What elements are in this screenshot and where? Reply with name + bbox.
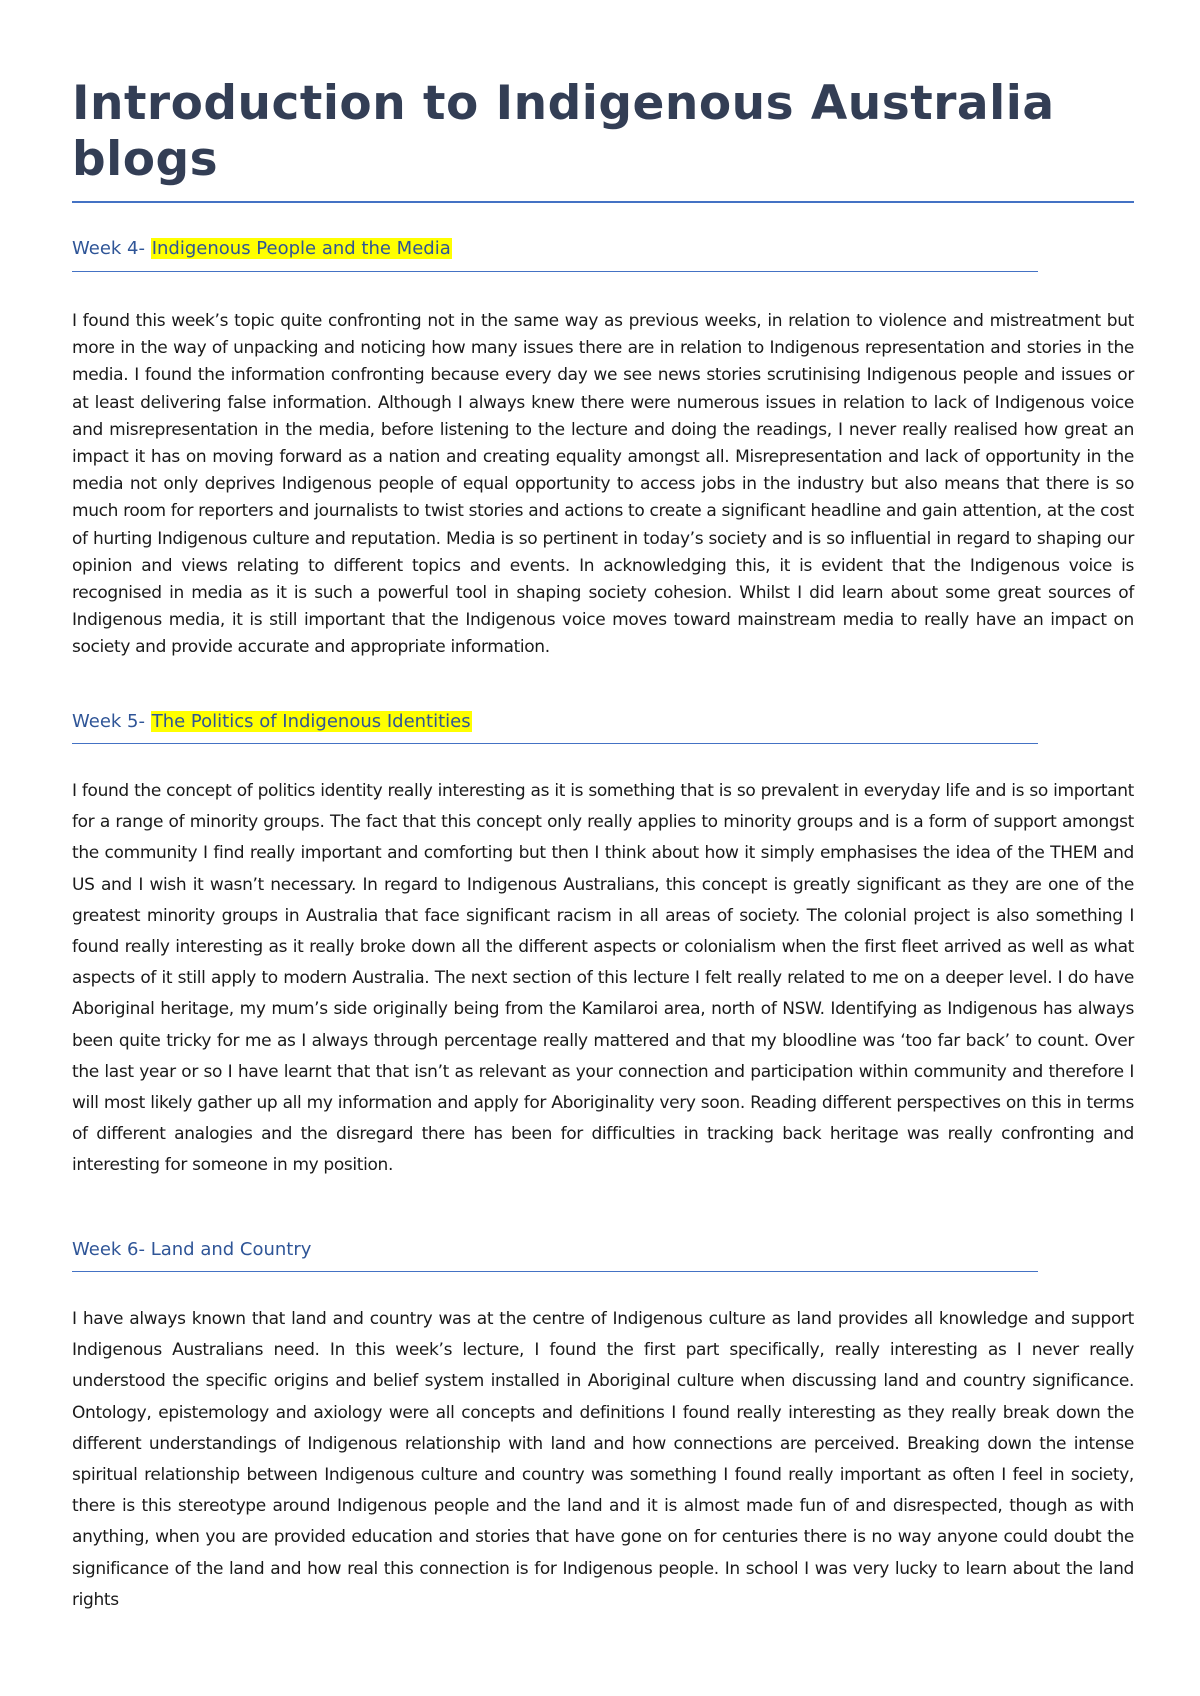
week-4-body: I found this week’s topic quite confronting not in the same way as previous weeks, in relation to violence and mistreatment but more in the way of unpacking and noticing how many issues there are in relation to Indigenous representation and stories in the media. I found the information confronting because every day we see news stories scrutinising Indigenous people and issues or at least delivering false information. Although I always knew there were numerous issues in relation to lack of Indigenous voice and misrepresentation in the media, before listening to the lecture and doing the readings, I never really realised how great an impact it has on moving forward as a nation and creating equality amongst all. Misrepresentation and lack of opportunity in the media not only deprives Indigenous people of equal opportunity to access jobs in the industry but also means that there is so much room for reporters and journalists to twist stories and actions to create a significant headline and gain attention, at the cost of hurting Indigenous culture and reputation. Media is so pertinent in today’s society and is so influential in regard to shaping our opinion and views relating to different topics and events. In acknowledging this, it is evident that the Indigenous voice is recognised in media as it is such a powerful tool in shaping society cohesion. Whilst I did learn about some great sources of Indigenous media, it is still important that the Indigenous voice moves toward mainstream media to really have an impact on society and provide accurate and appropriate information.	[72, 311, 1134, 658]
week-5-body: I found the concept of politics identity really interesting as it is something that is so prevalent in everyday life and is so important for a range of minority groups. The fact that this concept only really applies to minority groups and is a form of support amongst the community I find really important and comforting but then I think about how it simply emphasises the idea of the THEM and US and I wish it wasn’t necessary. In regard to Indigenous Australians, this concept is greatly significant as they are one of the greatest minority groups in Australia that face significant racism in all areas of society. The colonial project is also something I found really interesting as it really broke down all the different aspects or colonialism when the first fleet arrived as well as what aspects of it still apply to modern Australia. The next section of this lecture I felt really related to me on a deeper level. I do have Aboriginal heritage, my mum’s side originally being from the Kamilaroi area, north of NSW. Identifying as Indigenous has always been quite tricky for me as I always through percentage really mattered and that my bloodline was ‘too far back’ to count. Over the last year or so I have learnt that that isn’t as relevant as your connection and participation within community and therefore I will most likely gather up all my information and apply for Aboriginality very soon. Reading different perspectives on this in terms of different analogies and the disregard there has been for difficulties in tracking back heritage was really confronting and interesting for someone in my position.	[72, 781, 1134, 1176]
week-4-divider	[72, 271, 1038, 272]
week-6-heading	[72, 1237, 311, 1263]
week-5-heading	[72, 709, 472, 735]
week-5-prefix: Week 5-	[72, 711, 151, 732]
week-5-divider	[72, 743, 1038, 744]
week-4-prefix: Week 4-	[72, 238, 151, 259]
week-4-heading	[72, 236, 452, 262]
week-6-prefix: Week 6- Land and Country	[72, 1239, 312, 1260]
week-6-divider	[72, 1271, 1038, 1272]
document-title: Introduction to Indigenous Australia blogs	[72, 76, 1055, 187]
week-6-body: I have always known that land and country was at the centre of Indigenous culture as land provides all knowledge and support Indigenous Australians need. In this week’s lecture, I found the first part specifically, really interesting as I never really understood the specific origins and belief system installed in Aboriginal culture when discussing land and country significance. Ontology, epistemology and axiology were all concepts and definitions I found really interesting as they really break down the different understandings of Indigenous relationship with land and how connections are perceived. Breaking down the intense spiritual relationship between Indigenous culture and country was something I found really important as often I feel in society, there is this stereotype around Indigenous people and the land and it is almost made fun of and disrespected, though as with anything, when you are provided education and stories that have gone on for centuries there is no way anyone could doubt the significance of the land and how real this connection is for Indigenous people. In school I was very lucky to learn about the land rights	[72, 1309, 1134, 1610]
week-4-highlighted-title: Indigenous People and the Media	[151, 238, 451, 259]
title-divider	[72, 201, 1134, 203]
week-5-highlighted-title: The Politics of Indigenous Identities	[151, 711, 471, 732]
